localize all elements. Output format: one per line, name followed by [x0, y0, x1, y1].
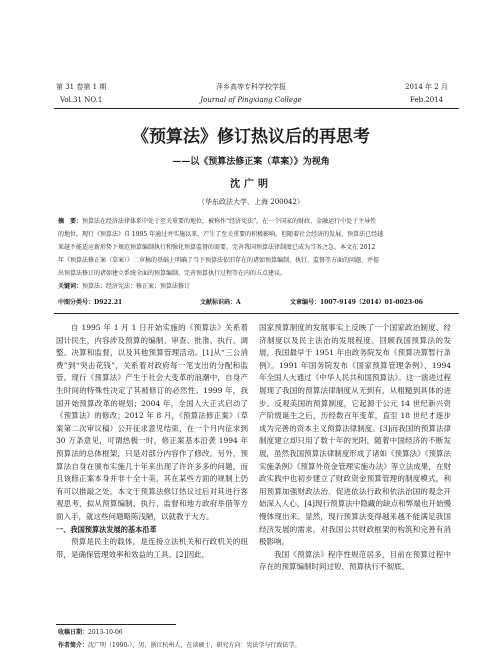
body-paragraph: 自 1995 年 1 月 1 日开始实施的《预算法》关系着国计民生，内容涉及预算的编制、审查、批准、执行、调整、决算和监督，以及其他预算管理活动。[1]从“三公消费”到“突击花钱”，关系着对政府每一笔支出的分配和监管。现行《预算法》产生于社会大变革的浪潮中，自身产生时间的特殊性决定了其被修订的必然性。1999 年，我国开始预算改革的规划；2004 年，全国人大正式启动了《预算法》的修改；2012 年 8 月，《预算法修正案》（草案第二次审议稿）公开征求意见结束，在一个月内征求到 30 万条意见，可谓热极一时，修正案基本沿袭 1994 年预算法的总体框架，只是对部分内容作了修改。另外，预算法自身在颁布实施几十年来出现了许许多多的问题，而且该修正案本身并非十全十美，其在某些方面的规制上仍有可以推敲之处。本文于预算法修订热议过后对其进行客观思考，拟从预算编制、执行、监督和地方政府举借等方面入手，就这些问题略陈浅陋，以就教于大方。 — [56, 323, 248, 521]
author-bio — [58, 640, 300, 651]
abstract-line: 出预算法修订的诸如建立系统全面的预算编制、完善预算执行过程等在内的五点建议。 — [58, 270, 287, 277]
clc-number: 中图分类号：D922.21 — [58, 299, 123, 306]
abstract — [58, 215, 383, 293]
paper-subtitle: ——以《预算法修正案（草案）》为视角 — [172, 157, 330, 167]
footnote-rule — [56, 624, 176, 625]
document-code: 文献标识码：A — [200, 299, 241, 306]
received-value: 2013-10-06 — [88, 629, 123, 636]
journal-name-cn: 萍乡高等专科学校学报 — [216, 83, 286, 91]
body-paragraph: 我国《预算法》程序性规范居多，目前在预算过程中存在的预算编制时间过短、预算执行不彻底、 — [259, 549, 451, 572]
volume-cn: 第 31 卷第 1 期 — [56, 83, 107, 91]
author-bio-text: 沈广明（1990-），男，浙江杭州人，在读硕士，研究方向：宪法学与行政法学。 — [88, 642, 301, 649]
keywords-label: 关键词： — [58, 283, 83, 290]
article-number: 文章编号：1007-9149（2014）01-0023-06 — [290, 299, 423, 306]
author-name: 沈广明 — [230, 179, 272, 190]
abstract-rule — [54, 313, 459, 314]
keywords-text: 预算法；经济宪法；修正案；预算法修订 — [82, 283, 191, 290]
keywords-line — [58, 280, 383, 293]
body-paragraph: 国家预算制度的发展事实上反映了一个国家政治制度、经济制度以及民主法治的发展程度。回顾我国预算法的发展，我国最早于 1951 年由政务院发布《预算决算暂行条例》。1991 年国务院发布《国家预算管理条例》，1994 年全国人大通过《中华人民共和国预算法》。这一演进过程展现了我国的预算法律制度从无到有，从粗糙到具体的进步。反观美国的预算制度，它起源于公元 14 世纪新兴资产阶级诞生之后，历经数百年变革，直至 18 世纪才逐步成为完善的资本主义预算法律制度。[3]而我国的预算法律制度建立却只用了数十年的光阴，随着中国经济的不断发展，虽然我国预算法律制度形成了诸如《预算法》《预算法实施条例》《预算外资金管理实施办法》等立法成果，在财政实践中也初步建立了财政资金预算管理的制度模式，利用预算加强财政法治、促进依法行政和依法治国的观念开始深入人心，[4]现行预算法中隐藏的缺点和弊端也开始慢慢体现出来。显然，现行预算法变得越来越不能满足我国经济发展的需求，对我国公共财政框架的构筑和完善有消极影响。 — [259, 323, 451, 547]
received-label: 收稿日期： — [58, 629, 89, 636]
header-rule — [54, 108, 459, 109]
journal-name-en: Journal of Pingxiang College — [200, 96, 302, 104]
body-right-column — [259, 322, 451, 574]
abstract-label: 摘 要： — [58, 218, 83, 225]
section-heading: 一、我国预算法发展的基本沿革 — [56, 524, 157, 534]
abstract-text: 预算法在经济法律体系中处于至关重要的地位，被称作“经济宪法”。在一个国家的财政、金融运行中处于主导性 — [82, 218, 377, 225]
volume-en: Vol.31 NO.1 — [60, 96, 103, 104]
author-affiliation: （华东政法大学，上海 200042） — [198, 198, 304, 206]
author-bio-label: 作者简介： — [58, 642, 89, 649]
body-left-column — [56, 322, 248, 561]
abstract-line — [58, 215, 383, 228]
abstract-line: 年《预算法修正案（草案）》二审稿的基础上明确了当下预算法依旧存在的诸如预算编制、执行、监督等方面的问题，并提 — [58, 257, 380, 264]
received-date — [58, 627, 123, 638]
issue-date-en: Feb.2014 — [410, 96, 444, 104]
abstract-line: 来越不能适应新形势下规范预算编制执行和强化预算监督的需要。完善我国预算法律制度已成为当务之急。本文在 2012 — [58, 244, 376, 251]
body-paragraph: 预算是民主的载体，是连接立法机关和行政机关的纽带，是确保管理效率和效益的工具。[2]因此， — [56, 537, 248, 559]
paper-title: 《预算法》修订热议后的再思考 — [132, 127, 370, 147]
issue-date-cn: 2014 年 2 月 — [405, 83, 448, 91]
abstract-line: 的地位。现行《预算法》自 1995 年通过并实施以来，产生了至关重要的积极影响。但随着社会经济的发展，预算法已经越 — [58, 231, 384, 238]
